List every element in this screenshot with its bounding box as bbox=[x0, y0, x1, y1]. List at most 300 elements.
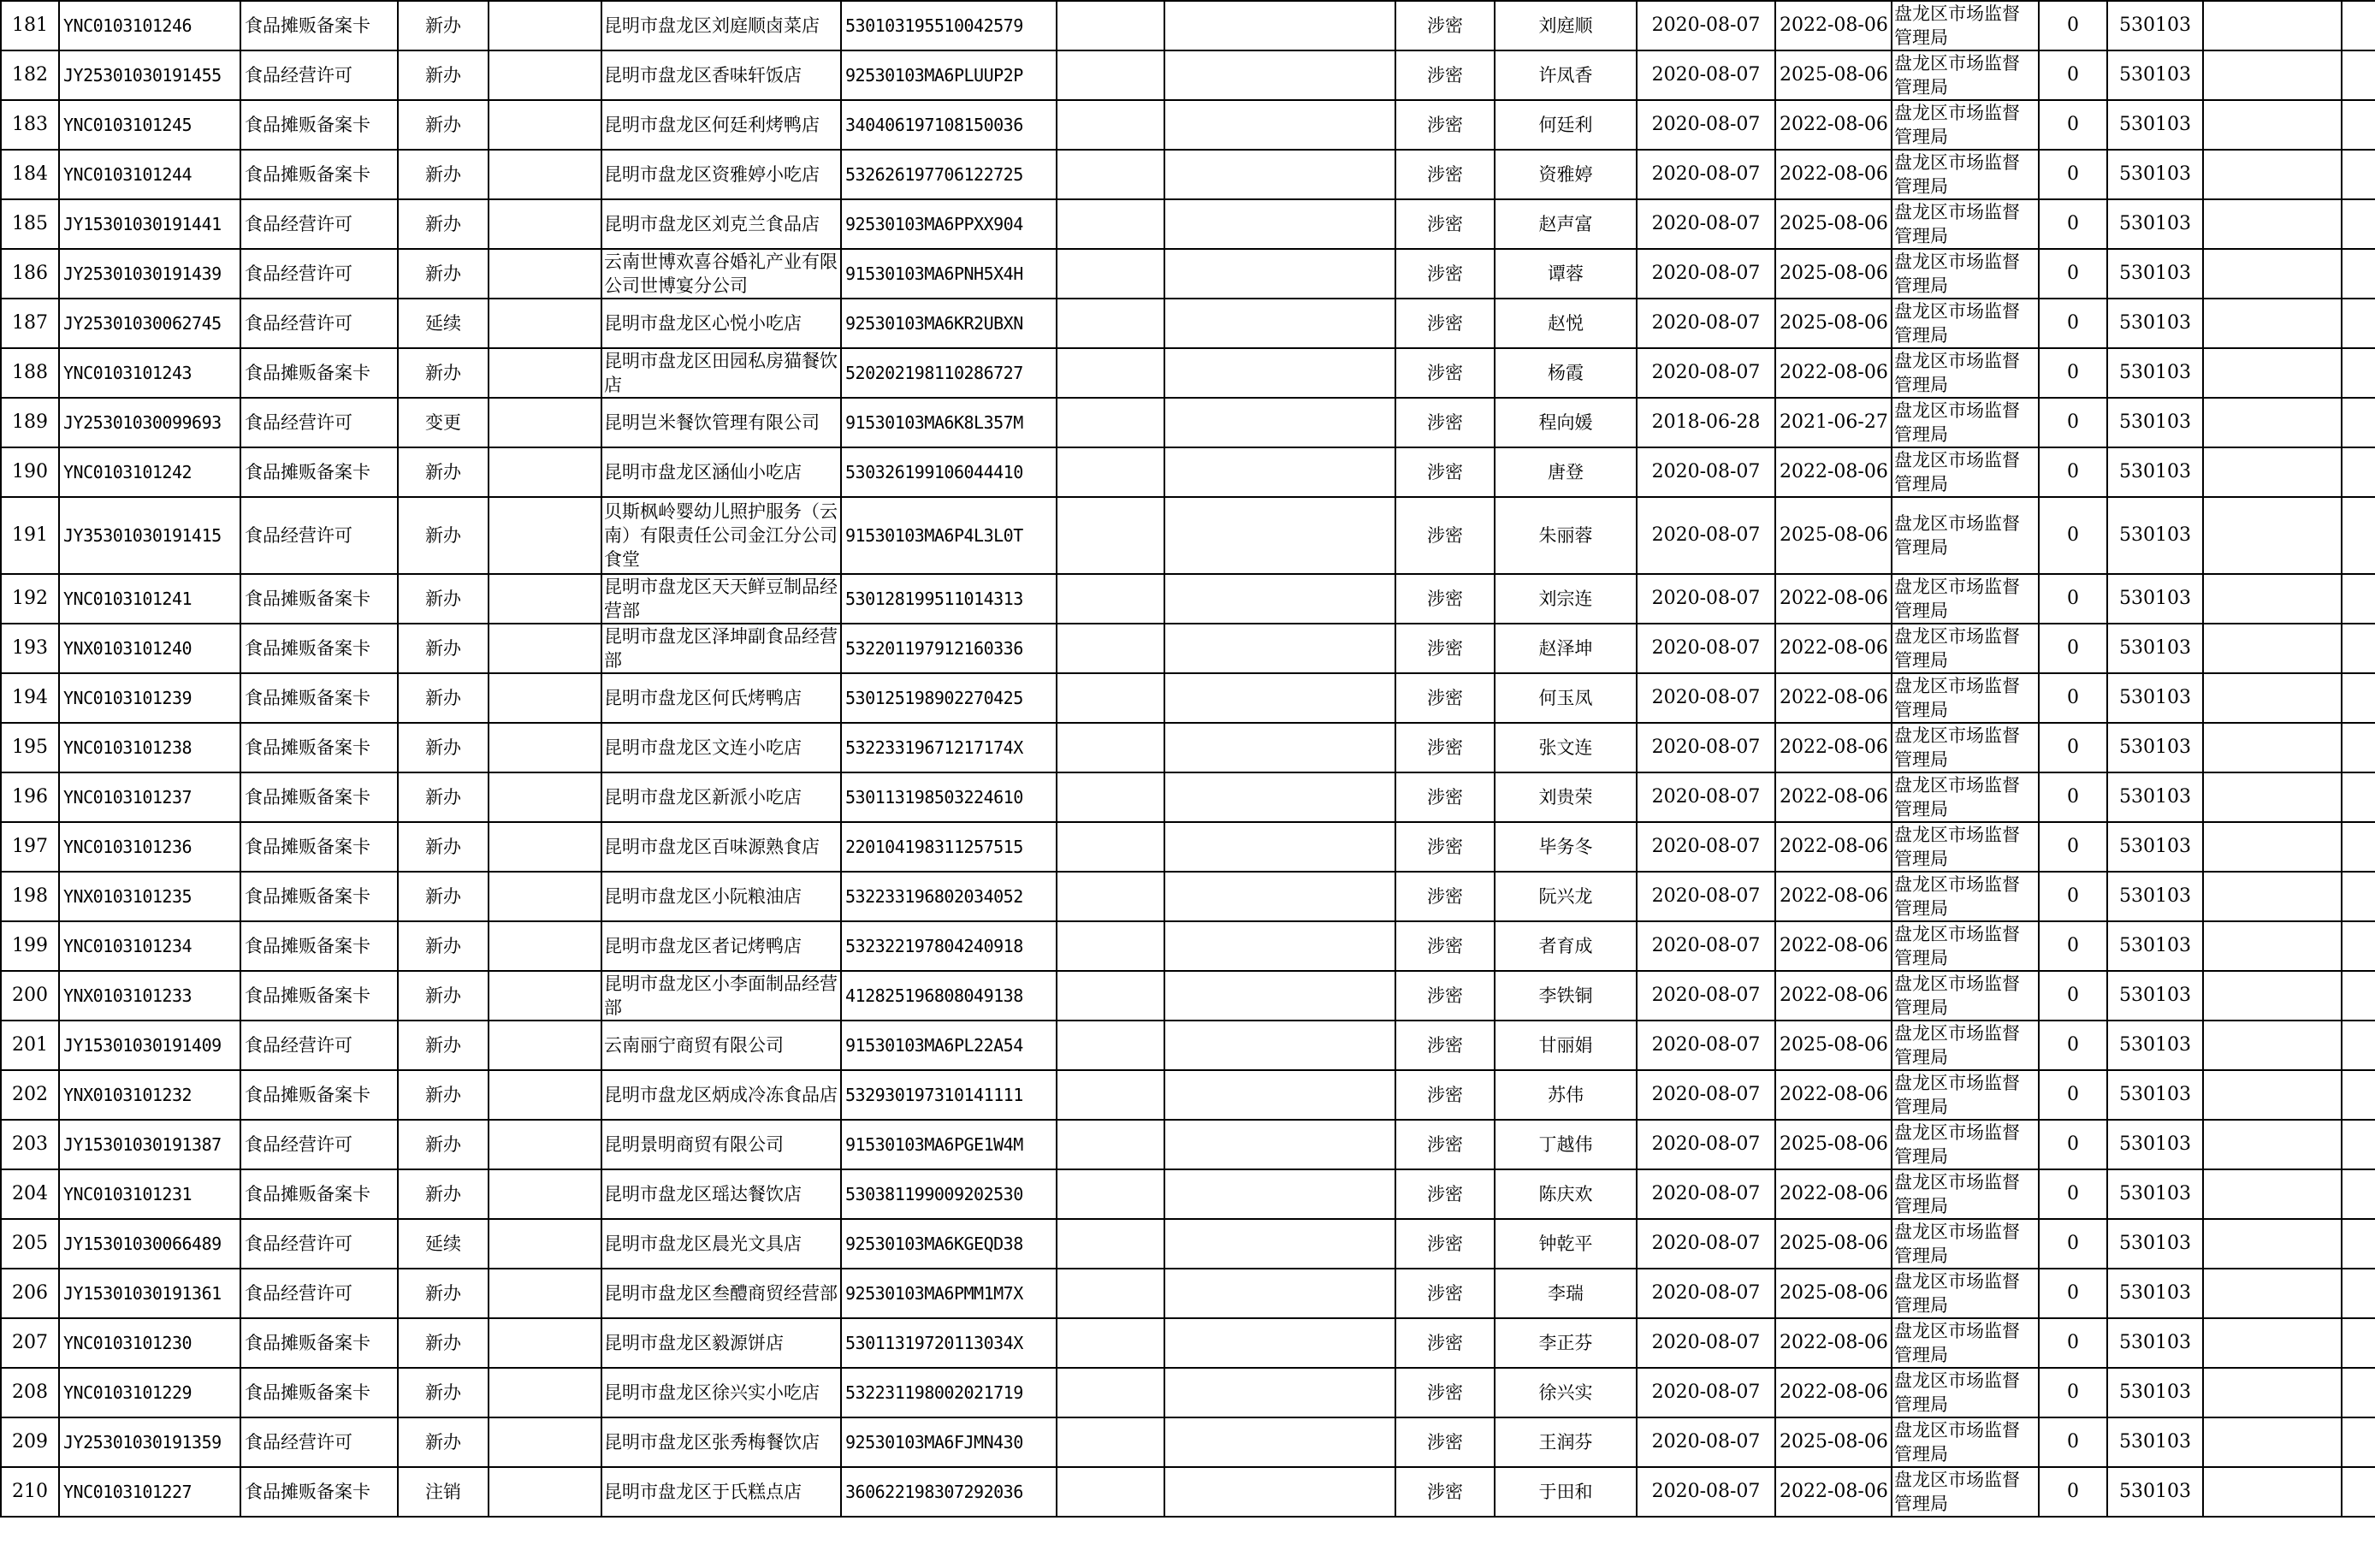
empty-cell bbox=[2203, 1070, 2342, 1120]
action-cell: 新办 bbox=[398, 971, 489, 1021]
empty-cell bbox=[2203, 348, 2342, 398]
valid-to-cell: 2022-08-06 bbox=[1775, 872, 1892, 921]
valid-to-cell: 2022-08-06 bbox=[1775, 574, 1892, 624]
issuing-authority-cell: 盘龙区市场监督管理局 bbox=[1892, 1, 2039, 50]
empty-cell bbox=[489, 1169, 601, 1219]
empty-cell bbox=[2342, 822, 2375, 872]
empty-cell bbox=[1057, 398, 1164, 447]
empty-cell bbox=[2203, 1368, 2342, 1417]
business-name-cell: 昆明市盘龙区百味源熟食店 bbox=[601, 822, 841, 872]
status-cell: 0 bbox=[2039, 497, 2107, 574]
empty-cell bbox=[1057, 1318, 1164, 1368]
region-code-cell: 530103 bbox=[2107, 398, 2203, 447]
valid-to-cell: 2025-08-06 bbox=[1775, 1120, 1892, 1169]
empty-cell bbox=[2203, 150, 2342, 199]
valid-from-cell: 2020-08-07 bbox=[1637, 673, 1775, 723]
status-cell: 0 bbox=[2039, 1070, 2107, 1120]
region-code-cell: 530103 bbox=[2107, 971, 2203, 1021]
action-cell: 新办 bbox=[398, 1318, 489, 1368]
region-code-cell: 530103 bbox=[2107, 348, 2203, 398]
empty-cell bbox=[1057, 723, 1164, 772]
region-code-cell: 530103 bbox=[2107, 624, 2203, 673]
credit-code-cell: 532626197706122725 bbox=[841, 150, 1057, 199]
license-number-cell: YNC0103101242 bbox=[59, 447, 240, 497]
license-number-cell: JY25301030062745 bbox=[59, 299, 240, 348]
issuing-authority-cell: 盘龙区市场监督管理局 bbox=[1892, 1368, 2039, 1417]
empty-cell bbox=[2342, 50, 2375, 100]
license-number-cell: YNC0103101244 bbox=[59, 150, 240, 199]
license-number-cell: JY25301030191455 bbox=[59, 50, 240, 100]
legal-person-cell: 毕务冬 bbox=[1495, 822, 1637, 872]
business-name-cell: 云南世博欢喜谷婚礼产业有限公司世博宴分公司 bbox=[601, 249, 841, 299]
classified-cell: 涉密 bbox=[1395, 1120, 1495, 1169]
empty-cell bbox=[2203, 872, 2342, 921]
valid-from-cell: 2020-08-07 bbox=[1637, 723, 1775, 772]
empty-cell bbox=[489, 1070, 601, 1120]
status-cell: 0 bbox=[2039, 299, 2107, 348]
action-cell: 新办 bbox=[398, 348, 489, 398]
empty-cell bbox=[2203, 1169, 2342, 1219]
legal-person-cell: 刘贵荣 bbox=[1495, 772, 1637, 822]
empty-cell bbox=[2203, 447, 2342, 497]
action-cell: 新办 bbox=[398, 723, 489, 772]
valid-from-cell: 2020-08-07 bbox=[1637, 971, 1775, 1021]
empty-cell bbox=[1164, 624, 1395, 673]
valid-to-cell: 2022-08-06 bbox=[1775, 447, 1892, 497]
empty-cell bbox=[2342, 1219, 2375, 1269]
issuing-authority-cell: 盘龙区市场监督管理局 bbox=[1892, 872, 2039, 921]
valid-from-cell: 2020-08-07 bbox=[1637, 1120, 1775, 1169]
table-row bbox=[1, 624, 2375, 673]
business-name-cell: 昆明市盘龙区张秀梅餐饮店 bbox=[601, 1417, 841, 1467]
license-type-cell: 食品经营许可 bbox=[240, 1269, 398, 1318]
empty-cell bbox=[1164, 497, 1395, 574]
table-row bbox=[1, 299, 2375, 348]
license-number-cell: YNC0103101245 bbox=[59, 100, 240, 150]
legal-person-cell: 赵悦 bbox=[1495, 299, 1637, 348]
empty-cell bbox=[2203, 574, 2342, 624]
license-number-cell: YNC0103101229 bbox=[59, 1368, 240, 1417]
row-number-cell: 208 bbox=[1, 1368, 59, 1417]
classified-cell: 涉密 bbox=[1395, 100, 1495, 150]
credit-code-cell: 532930197310141111 bbox=[841, 1070, 1057, 1120]
empty-cell bbox=[2203, 1219, 2342, 1269]
valid-from-cell: 2020-08-07 bbox=[1637, 299, 1775, 348]
empty-cell bbox=[2342, 1070, 2375, 1120]
status-cell: 0 bbox=[2039, 50, 2107, 100]
valid-to-cell: 2022-08-06 bbox=[1775, 1318, 1892, 1368]
action-cell: 新办 bbox=[398, 822, 489, 872]
table-row bbox=[1, 673, 2375, 723]
empty-cell bbox=[489, 1417, 601, 1467]
legal-person-cell: 刘庭顺 bbox=[1495, 1, 1637, 50]
empty-cell bbox=[2342, 299, 2375, 348]
empty-cell bbox=[2342, 1467, 2375, 1517]
valid-to-cell: 2022-08-06 bbox=[1775, 723, 1892, 772]
classified-cell: 涉密 bbox=[1395, 199, 1495, 249]
legal-person-cell: 陈庆欢 bbox=[1495, 1169, 1637, 1219]
row-number-cell: 189 bbox=[1, 398, 59, 447]
empty-cell bbox=[489, 50, 601, 100]
status-cell: 0 bbox=[2039, 1368, 2107, 1417]
legal-person-cell: 何廷利 bbox=[1495, 100, 1637, 150]
issuing-authority-cell: 盘龙区市场监督管理局 bbox=[1892, 822, 2039, 872]
empty-cell bbox=[1057, 1120, 1164, 1169]
empty-cell bbox=[1057, 822, 1164, 872]
valid-from-cell: 2020-08-07 bbox=[1637, 150, 1775, 199]
valid-from-cell: 2020-08-07 bbox=[1637, 574, 1775, 624]
region-code-cell: 530103 bbox=[2107, 673, 2203, 723]
classified-cell: 涉密 bbox=[1395, 1318, 1495, 1368]
credit-code-cell: 91530103MA6P4L3L0T bbox=[841, 497, 1057, 574]
business-name-cell: 昆明市盘龙区晨光文具店 bbox=[601, 1219, 841, 1269]
legal-person-cell: 程向媛 bbox=[1495, 398, 1637, 447]
region-code-cell: 530103 bbox=[2107, 447, 2203, 497]
legal-person-cell: 者育成 bbox=[1495, 921, 1637, 971]
table-row bbox=[1, 574, 2375, 624]
empty-cell bbox=[1164, 299, 1395, 348]
action-cell: 新办 bbox=[398, 199, 489, 249]
license-number-cell: JY25301030099693 bbox=[59, 398, 240, 447]
credit-code-cell: 530128199511014313 bbox=[841, 574, 1057, 624]
empty-cell bbox=[489, 1219, 601, 1269]
business-name-cell: 昆明市盘龙区刘克兰食品店 bbox=[601, 199, 841, 249]
legal-person-cell: 唐登 bbox=[1495, 447, 1637, 497]
legal-person-cell: 徐兴实 bbox=[1495, 1368, 1637, 1417]
credit-code-cell: 532322197804240918 bbox=[841, 921, 1057, 971]
classified-cell: 涉密 bbox=[1395, 723, 1495, 772]
credit-code-cell: 92530103MA6PPXX904 bbox=[841, 199, 1057, 249]
empty-cell bbox=[1164, 673, 1395, 723]
license-type-cell: 食品摊贩备案卡 bbox=[240, 971, 398, 1021]
credit-code-cell: 91530103MA6PNH5X4H bbox=[841, 249, 1057, 299]
empty-cell bbox=[2203, 1417, 2342, 1467]
table-row bbox=[1, 772, 2375, 822]
classified-cell: 涉密 bbox=[1395, 574, 1495, 624]
valid-from-cell: 2020-08-07 bbox=[1637, 1467, 1775, 1517]
valid-to-cell: 2025-08-06 bbox=[1775, 497, 1892, 574]
business-name-cell: 昆明市盘龙区何氏烤鸭店 bbox=[601, 673, 841, 723]
license-type-cell: 食品摊贩备案卡 bbox=[240, 921, 398, 971]
business-name-cell: 昆明市盘龙区炳成冷冻食品店 bbox=[601, 1070, 841, 1120]
license-number-cell: JY15301030191441 bbox=[59, 199, 240, 249]
license-type-cell: 食品摊贩备案卡 bbox=[240, 822, 398, 872]
issuing-authority-cell: 盘龙区市场监督管理局 bbox=[1892, 1219, 2039, 1269]
table-row bbox=[1, 723, 2375, 772]
valid-from-cell: 2020-08-07 bbox=[1637, 1, 1775, 50]
issuing-authority-cell: 盘龙区市场监督管理局 bbox=[1892, 1467, 2039, 1517]
empty-cell bbox=[1057, 921, 1164, 971]
empty-cell bbox=[1057, 249, 1164, 299]
valid-to-cell: 2022-08-06 bbox=[1775, 150, 1892, 199]
action-cell: 新办 bbox=[398, 772, 489, 822]
empty-cell bbox=[1164, 50, 1395, 100]
business-name-cell: 昆明市盘龙区田园私房猫餐饮店 bbox=[601, 348, 841, 398]
legal-person-cell: 刘宗连 bbox=[1495, 574, 1637, 624]
empty-cell bbox=[1164, 1417, 1395, 1467]
status-cell: 0 bbox=[2039, 822, 2107, 872]
valid-to-cell: 2022-08-06 bbox=[1775, 1, 1892, 50]
row-number-cell: 190 bbox=[1, 447, 59, 497]
table-row bbox=[1, 50, 2375, 100]
issuing-authority-cell: 盘龙区市场监督管理局 bbox=[1892, 624, 2039, 673]
valid-from-cell: 2020-08-07 bbox=[1637, 1417, 1775, 1467]
valid-from-cell: 2020-08-07 bbox=[1637, 447, 1775, 497]
action-cell: 新办 bbox=[398, 872, 489, 921]
classified-cell: 涉密 bbox=[1395, 249, 1495, 299]
empty-cell bbox=[2203, 971, 2342, 1021]
status-cell: 0 bbox=[2039, 447, 2107, 497]
classified-cell: 涉密 bbox=[1395, 348, 1495, 398]
legal-person-cell: 何玉凤 bbox=[1495, 673, 1637, 723]
row-number-cell: 207 bbox=[1, 1318, 59, 1368]
status-cell: 0 bbox=[2039, 1120, 2107, 1169]
empty-cell bbox=[2342, 772, 2375, 822]
valid-from-cell: 2020-08-07 bbox=[1637, 921, 1775, 971]
region-code-cell: 530103 bbox=[2107, 299, 2203, 348]
credit-code-cell: 92530103MA6PMM1M7X bbox=[841, 1269, 1057, 1318]
issuing-authority-cell: 盘龙区市场监督管理局 bbox=[1892, 772, 2039, 822]
empty-cell bbox=[1057, 1219, 1164, 1269]
empty-cell bbox=[1164, 1, 1395, 50]
row-number-cell: 188 bbox=[1, 348, 59, 398]
region-code-cell: 530103 bbox=[2107, 723, 2203, 772]
row-number-cell: 198 bbox=[1, 872, 59, 921]
table-row bbox=[1, 249, 2375, 299]
classified-cell: 涉密 bbox=[1395, 1169, 1495, 1219]
legal-person-cell: 李铁铜 bbox=[1495, 971, 1637, 1021]
empty-cell bbox=[1057, 1070, 1164, 1120]
empty-cell bbox=[1057, 497, 1164, 574]
empty-cell bbox=[489, 872, 601, 921]
valid-from-cell: 2020-08-07 bbox=[1637, 1070, 1775, 1120]
license-number-cell: YNC0103101239 bbox=[59, 673, 240, 723]
empty-cell bbox=[1057, 348, 1164, 398]
issuing-authority-cell: 盘龙区市场监督管理局 bbox=[1892, 398, 2039, 447]
action-cell: 延续 bbox=[398, 299, 489, 348]
legal-person-cell: 丁越伟 bbox=[1495, 1120, 1637, 1169]
legal-person-cell: 李瑞 bbox=[1495, 1269, 1637, 1318]
valid-to-cell: 2025-08-06 bbox=[1775, 50, 1892, 100]
empty-cell bbox=[1057, 624, 1164, 673]
table-row bbox=[1, 348, 2375, 398]
row-number-cell: 200 bbox=[1, 971, 59, 1021]
empty-cell bbox=[1164, 971, 1395, 1021]
empty-cell bbox=[2203, 1120, 2342, 1169]
credit-code-cell: 53011319720113034X bbox=[841, 1318, 1057, 1368]
empty-cell bbox=[489, 299, 601, 348]
region-code-cell: 530103 bbox=[2107, 872, 2203, 921]
region-code-cell: 530103 bbox=[2107, 199, 2203, 249]
row-number-cell: 182 bbox=[1, 50, 59, 100]
issuing-authority-cell: 盘龙区市场监督管理局 bbox=[1892, 723, 2039, 772]
empty-cell bbox=[1164, 150, 1395, 199]
empty-cell bbox=[2342, 1169, 2375, 1219]
action-cell: 新办 bbox=[398, 100, 489, 150]
status-cell: 0 bbox=[2039, 398, 2107, 447]
empty-cell bbox=[2203, 199, 2342, 249]
issuing-authority-cell: 盘龙区市场监督管理局 bbox=[1892, 971, 2039, 1021]
business-name-cell: 昆明市盘龙区涵仙小吃店 bbox=[601, 447, 841, 497]
status-cell: 0 bbox=[2039, 100, 2107, 150]
action-cell: 新办 bbox=[398, 673, 489, 723]
empty-cell bbox=[1164, 921, 1395, 971]
issuing-authority-cell: 盘龙区市场监督管理局 bbox=[1892, 1120, 2039, 1169]
license-type-cell: 食品经营许可 bbox=[240, 1021, 398, 1070]
classified-cell: 涉密 bbox=[1395, 921, 1495, 971]
empty-cell bbox=[2342, 971, 2375, 1021]
license-number-cell: YNC0103101234 bbox=[59, 921, 240, 971]
license-type-cell: 食品经营许可 bbox=[240, 1120, 398, 1169]
action-cell: 新办 bbox=[398, 1269, 489, 1318]
business-name-cell: 昆明市盘龙区于氏糕点店 bbox=[601, 1467, 841, 1517]
empty-cell bbox=[489, 1318, 601, 1368]
empty-cell bbox=[2342, 921, 2375, 971]
empty-cell bbox=[1164, 822, 1395, 872]
row-number-cell: 185 bbox=[1, 199, 59, 249]
table-row bbox=[1, 1269, 2375, 1318]
license-type-cell: 食品摊贩备案卡 bbox=[240, 872, 398, 921]
business-name-cell: 昆明市盘龙区何廷利烤鸭店 bbox=[601, 100, 841, 150]
empty-cell bbox=[1164, 1368, 1395, 1417]
license-number-cell: JY35301030191415 bbox=[59, 497, 240, 574]
empty-cell bbox=[1164, 872, 1395, 921]
empty-cell bbox=[1057, 199, 1164, 249]
business-name-cell: 昆明市盘龙区小李面制品经营部 bbox=[601, 971, 841, 1021]
license-type-cell: 食品经营许可 bbox=[240, 497, 398, 574]
credit-code-cell: 412825196808049138 bbox=[841, 971, 1057, 1021]
issuing-authority-cell: 盘龙区市场监督管理局 bbox=[1892, 447, 2039, 497]
classified-cell: 涉密 bbox=[1395, 822, 1495, 872]
license-type-cell: 食品摊贩备案卡 bbox=[240, 624, 398, 673]
action-cell: 新办 bbox=[398, 921, 489, 971]
empty-cell bbox=[1057, 673, 1164, 723]
valid-to-cell: 2022-08-06 bbox=[1775, 1368, 1892, 1417]
legal-person-cell: 甘丽娟 bbox=[1495, 1021, 1637, 1070]
classified-cell: 涉密 bbox=[1395, 1021, 1495, 1070]
issuing-authority-cell: 盘龙区市场监督管理局 bbox=[1892, 1169, 2039, 1219]
status-cell: 0 bbox=[2039, 1, 2107, 50]
empty-cell bbox=[1164, 1467, 1395, 1517]
region-code-cell: 530103 bbox=[2107, 1, 2203, 50]
business-name-cell: 昆明市盘龙区者记烤鸭店 bbox=[601, 921, 841, 971]
empty-cell bbox=[2342, 398, 2375, 447]
classified-cell: 涉密 bbox=[1395, 150, 1495, 199]
empty-cell bbox=[2342, 199, 2375, 249]
valid-to-cell: 2025-08-06 bbox=[1775, 1269, 1892, 1318]
license-type-cell: 食品摊贩备案卡 bbox=[240, 447, 398, 497]
business-name-cell: 昆明景明商贸有限公司 bbox=[601, 1120, 841, 1169]
license-number-cell: YNX0103101235 bbox=[59, 872, 240, 921]
empty-cell bbox=[2342, 348, 2375, 398]
status-cell: 0 bbox=[2039, 1269, 2107, 1318]
license-number-cell: YNX0103101233 bbox=[59, 971, 240, 1021]
legal-person-cell: 资雅婷 bbox=[1495, 150, 1637, 199]
row-number-cell: 195 bbox=[1, 723, 59, 772]
license-type-cell: 食品经营许可 bbox=[240, 50, 398, 100]
empty-cell bbox=[1164, 1269, 1395, 1318]
status-cell: 0 bbox=[2039, 574, 2107, 624]
issuing-authority-cell: 盘龙区市场监督管理局 bbox=[1892, 497, 2039, 574]
empty-cell bbox=[2342, 1269, 2375, 1318]
action-cell: 注销 bbox=[398, 1467, 489, 1517]
legal-person-cell: 许凤香 bbox=[1495, 50, 1637, 100]
table-row bbox=[1, 1318, 2375, 1368]
region-code-cell: 530103 bbox=[2107, 1070, 2203, 1120]
action-cell: 新办 bbox=[398, 1368, 489, 1417]
valid-from-cell: 2020-08-07 bbox=[1637, 497, 1775, 574]
business-name-cell: 昆明市盘龙区泽坤副食品经营部 bbox=[601, 624, 841, 673]
credit-code-cell: 530381199009202530 bbox=[841, 1169, 1057, 1219]
status-cell: 0 bbox=[2039, 673, 2107, 723]
action-cell: 新办 bbox=[398, 497, 489, 574]
table-row bbox=[1, 1120, 2375, 1169]
classified-cell: 涉密 bbox=[1395, 299, 1495, 348]
empty-cell bbox=[2342, 673, 2375, 723]
action-cell: 新办 bbox=[398, 624, 489, 673]
table-row bbox=[1, 1169, 2375, 1219]
table-row bbox=[1, 1021, 2375, 1070]
row-number-cell: 181 bbox=[1, 1, 59, 50]
empty-cell bbox=[2203, 249, 2342, 299]
empty-cell bbox=[489, 624, 601, 673]
status-cell: 0 bbox=[2039, 249, 2107, 299]
row-number-cell: 205 bbox=[1, 1219, 59, 1269]
empty-cell bbox=[1057, 872, 1164, 921]
region-code-cell: 530103 bbox=[2107, 1417, 2203, 1467]
license-number-cell: YNC0103101230 bbox=[59, 1318, 240, 1368]
license-number-cell: YNC0103101238 bbox=[59, 723, 240, 772]
row-number-cell: 202 bbox=[1, 1070, 59, 1120]
valid-from-cell: 2020-08-07 bbox=[1637, 100, 1775, 150]
license-type-cell: 食品摊贩备案卡 bbox=[240, 1070, 398, 1120]
empty-cell bbox=[1164, 348, 1395, 398]
issuing-authority-cell: 盘龙区市场监督管理局 bbox=[1892, 1318, 2039, 1368]
empty-cell bbox=[1164, 723, 1395, 772]
empty-cell bbox=[489, 1269, 601, 1318]
empty-cell bbox=[1057, 772, 1164, 822]
credit-code-cell: 91530103MA6K8L357M bbox=[841, 398, 1057, 447]
empty-cell bbox=[2203, 100, 2342, 150]
legal-person-cell: 王润芬 bbox=[1495, 1417, 1637, 1467]
empty-cell bbox=[2342, 723, 2375, 772]
license-type-cell: 食品摊贩备案卡 bbox=[240, 100, 398, 150]
row-number-cell: 209 bbox=[1, 1417, 59, 1467]
empty-cell bbox=[2342, 1318, 2375, 1368]
empty-cell bbox=[1164, 1021, 1395, 1070]
table-row bbox=[1, 398, 2375, 447]
row-number-cell: 199 bbox=[1, 921, 59, 971]
issuing-authority-cell: 盘龙区市场监督管理局 bbox=[1892, 921, 2039, 971]
row-number-cell: 196 bbox=[1, 772, 59, 822]
credit-code-cell: 360622198307292036 bbox=[841, 1467, 1057, 1517]
valid-to-cell: 2025-08-06 bbox=[1775, 1219, 1892, 1269]
action-cell: 新办 bbox=[398, 1, 489, 50]
valid-from-cell: 2020-08-07 bbox=[1637, 1021, 1775, 1070]
status-cell: 0 bbox=[2039, 1467, 2107, 1517]
empty-cell bbox=[1164, 199, 1395, 249]
valid-to-cell: 2022-08-06 bbox=[1775, 822, 1892, 872]
empty-cell bbox=[489, 921, 601, 971]
empty-cell bbox=[2203, 398, 2342, 447]
valid-to-cell: 2022-08-06 bbox=[1775, 1169, 1892, 1219]
credit-code-cell: 92530103MA6KR2UBXN bbox=[841, 299, 1057, 348]
empty-cell bbox=[1057, 150, 1164, 199]
valid-from-cell: 2020-08-07 bbox=[1637, 1368, 1775, 1417]
table-row bbox=[1, 497, 2375, 574]
region-code-cell: 530103 bbox=[2107, 497, 2203, 574]
issuing-authority-cell: 盘龙区市场监督管理局 bbox=[1892, 1021, 2039, 1070]
